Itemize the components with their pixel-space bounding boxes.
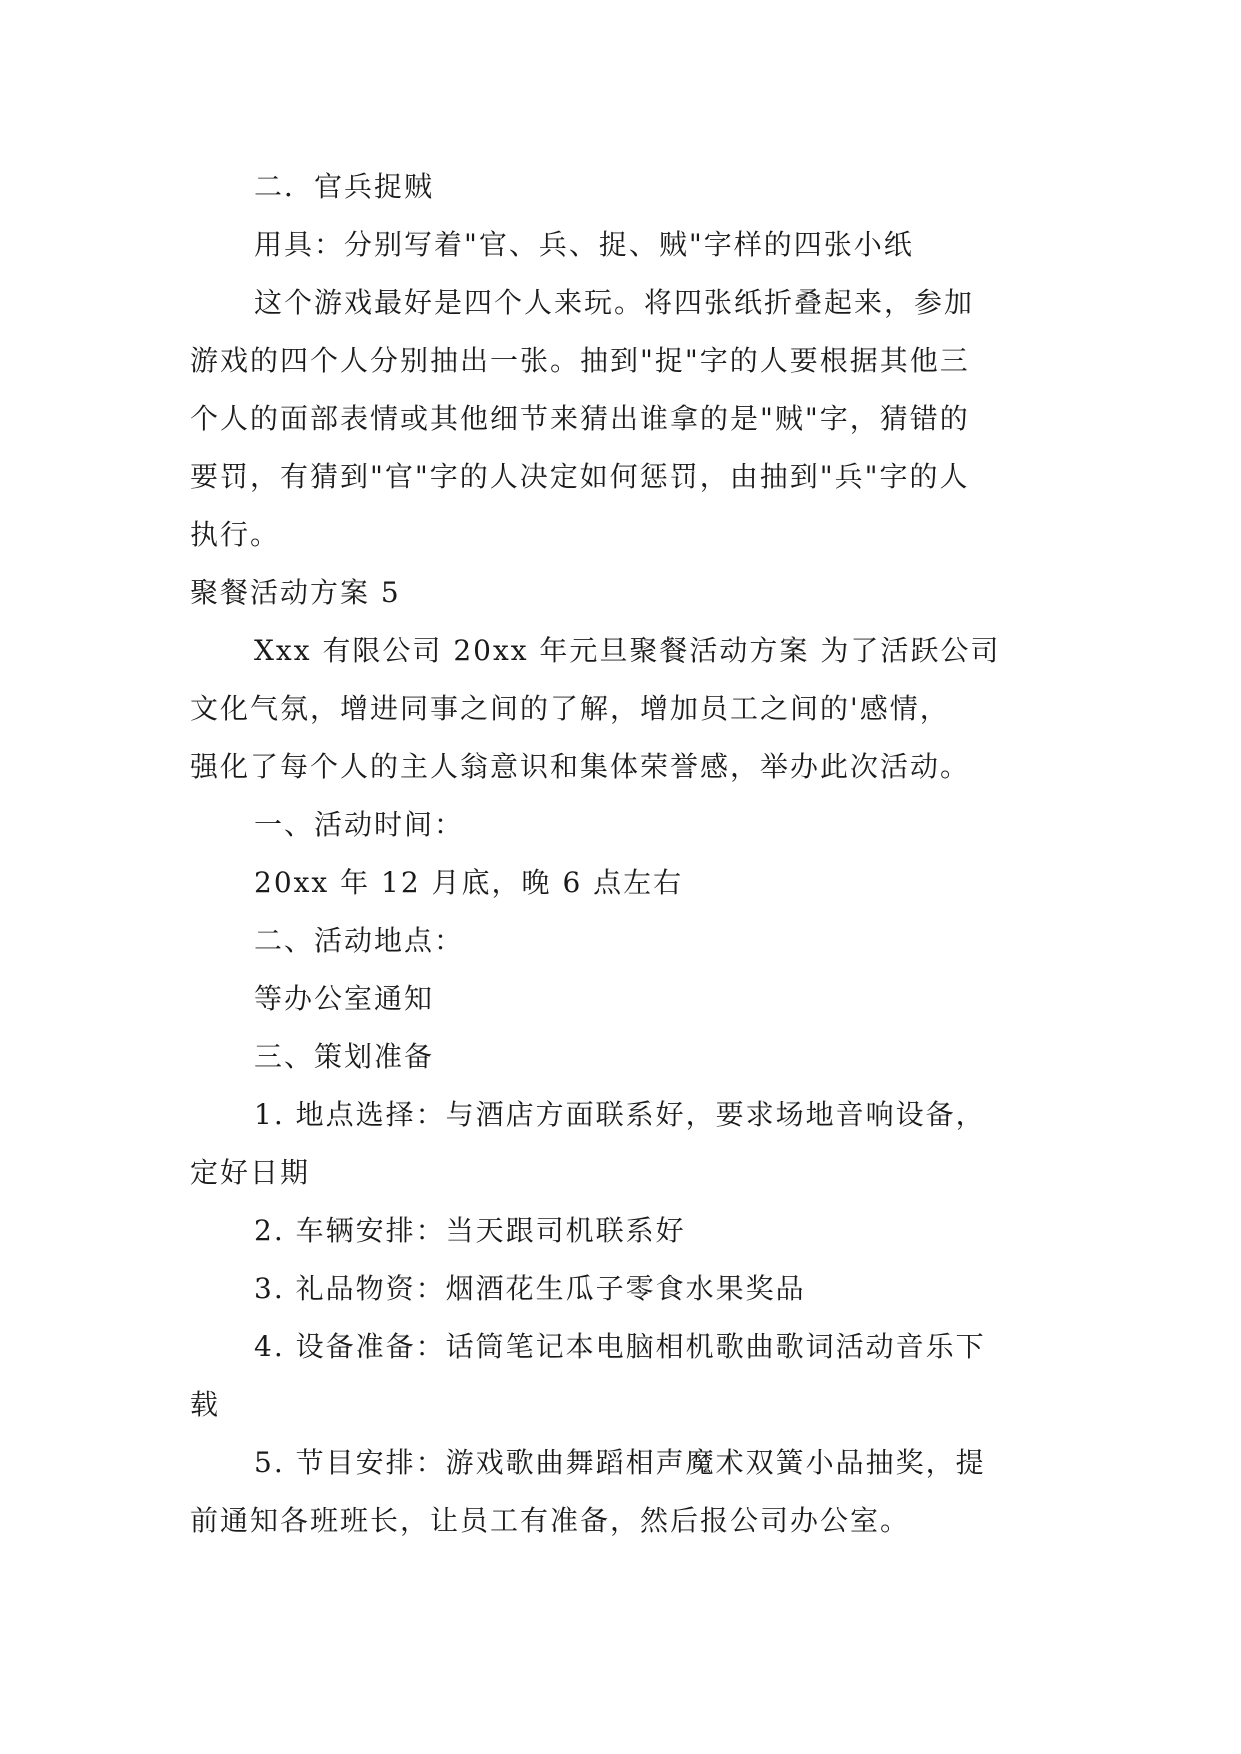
paragraph-tools: 用具：分别写着"官、兵、捉、贼"字样的四张小纸: [254, 228, 914, 261]
section-heading-location: 二、活动地点：: [254, 924, 465, 957]
paragraph-line: 文化气氛，增进同事之间的了解，增加员工之间的'感情，: [190, 692, 950, 725]
paragraph-line: 游戏的四个人分别抽出一张。抽到"捉"字的人要根据其他三: [190, 344, 970, 377]
list-item-gifts: 3. 礼品物资：烟酒花生瓜子零食水果奖品: [254, 1272, 806, 1305]
section-heading-preparation: 三、策划准备: [254, 1040, 435, 1073]
list-item-venue-cont: 定好日期: [190, 1156, 311, 1189]
paragraph-location: 等办公室通知: [254, 982, 435, 1015]
list-item-program: 5. 节目安排：游戏歌曲舞蹈相声魔术双簧小品抽奖，提: [254, 1446, 986, 1479]
list-item-program-cont: 前通知各班班长，让员工有准备，然后报公司办公室。: [190, 1504, 911, 1537]
document-body: [190, 158, 1070, 1550]
list-item-equipment-cont: 载: [190, 1388, 221, 1421]
document-title: 聚餐活动方案 5: [190, 576, 401, 609]
paragraph-line: 强化了每个人的主人翁意识和集体荣誉感，举办此次活动。: [190, 750, 971, 783]
paragraph-line: 执行。: [190, 518, 281, 551]
list-item-equipment: 4. 设备准备：话筒笔记本电脑相机歌曲歌词活动音乐下: [254, 1330, 986, 1363]
paragraph-time: 20xx 年 12 月底，晚 6 点左右: [254, 866, 684, 899]
list-item-venue: 1. 地点选择：与酒店方面联系好，要求场地音响设备，: [254, 1098, 986, 1131]
section-heading-game: 二．官兵捉贼: [254, 170, 435, 203]
paragraph-line: 这个游戏最好是四个人来玩。将四张纸折叠起来，参加: [254, 286, 975, 319]
paragraph-line: 要罚，有猜到"官"字的人决定如何惩罚，由抽到"兵"字的人: [190, 460, 970, 493]
section-heading-time: 一、活动时间：: [254, 808, 465, 841]
paragraph-line: Xxx 有限公司 20xx 年元旦聚餐活动方案 为了活跃公司: [254, 634, 1001, 667]
list-item-vehicles: 2. 车辆安排：当天跟司机联系好: [254, 1214, 686, 1247]
paragraph-line: 个人的面部表情或其他细节来猜出谁拿的是"贼"字，猜错的: [190, 402, 970, 435]
